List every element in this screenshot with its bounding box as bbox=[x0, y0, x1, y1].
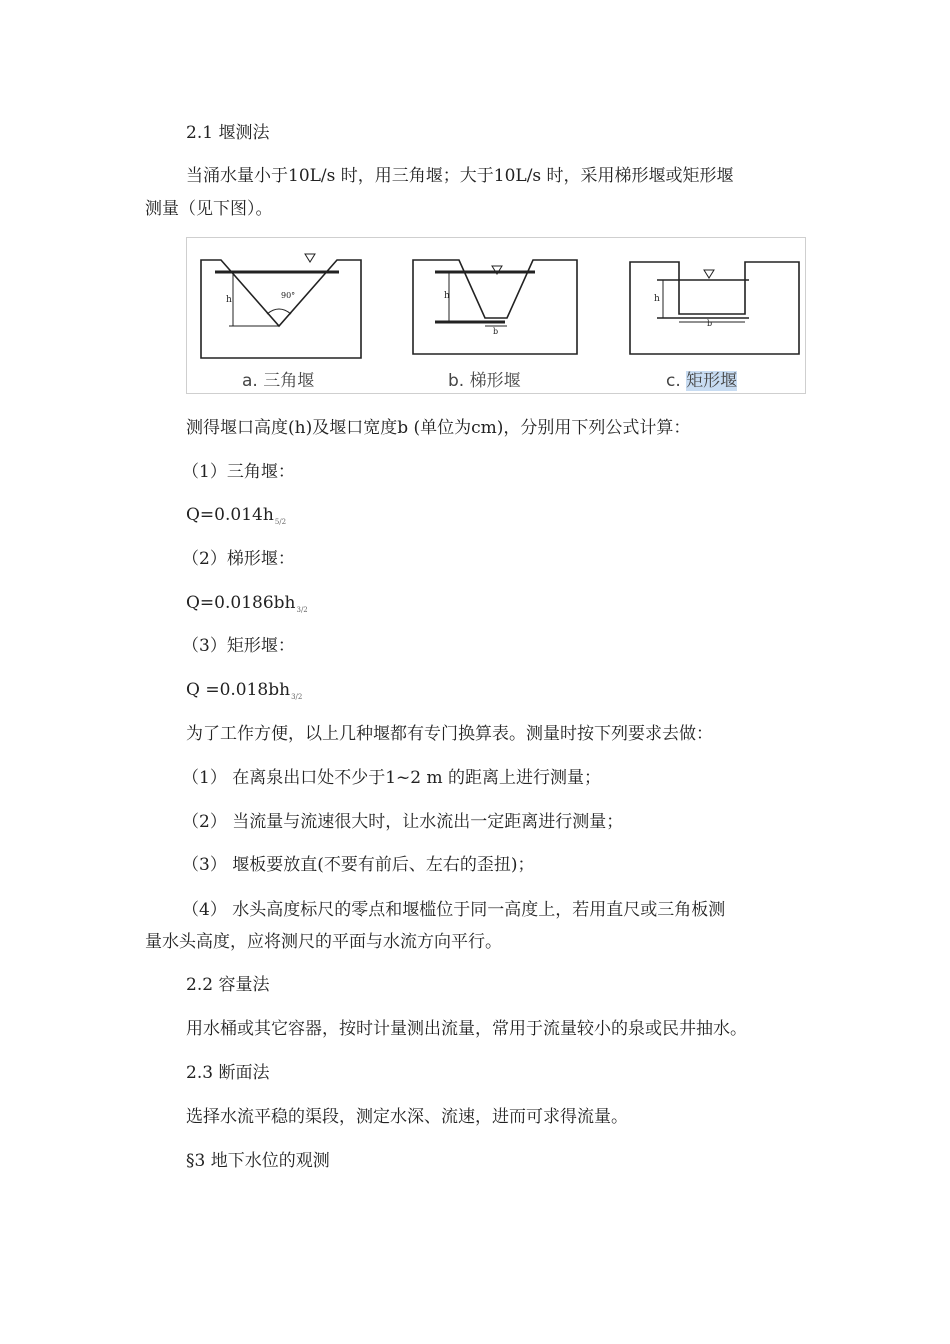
triangle-weir-diagram bbox=[201, 254, 361, 358]
formula-title: （2）梯形堰： bbox=[182, 549, 295, 569]
formula-exponent: 3/2 bbox=[296, 606, 308, 614]
caption-b-text: 梯形堰 bbox=[469, 371, 521, 391]
formula-main: Q=0.014h bbox=[186, 505, 274, 525]
requirement-item: （2） 当流量与流速很大时，让水流出一定距离进行测量； bbox=[182, 812, 624, 832]
formula bbox=[186, 680, 302, 707]
heading-2-3: 2.3 断面法 bbox=[186, 1063, 270, 1083]
section-3-heading: §3 地下水位的观测 bbox=[186, 1151, 330, 1171]
heading-2-1: 2.1 堰测法 bbox=[186, 123, 270, 143]
requirement-item-cont: 量水头高度，应将测尺的平面与水流方向平行。 bbox=[145, 932, 502, 952]
trapezoid-b-label: b bbox=[493, 327, 499, 336]
caption-c-text: 矩形堰 bbox=[686, 371, 738, 391]
paragraph-line: 选择水流平稳的渠段，测定水深、流速，进而可求得流量。 bbox=[186, 1107, 628, 1127]
requirement-item: （4） 水头高度标尺的零点和堰槛位于同一高度上，若用直尺或三角板测 bbox=[182, 900, 726, 920]
formula-exponent: 5/2 bbox=[274, 518, 287, 526]
caption-b-prefix: b. bbox=[448, 371, 470, 391]
formula-exponent: 3/2 bbox=[291, 693, 303, 701]
rect-weir-diagram bbox=[630, 262, 799, 354]
paragraph-line: 为了工作方便，以上几种堰都有专门换算表。测量时按下列要求去做： bbox=[186, 724, 713, 744]
triangle-h-label: h bbox=[226, 295, 232, 305]
formula-title: （3）矩形堰： bbox=[182, 636, 295, 656]
paragraph-line: 测量（见下图）。 bbox=[145, 199, 273, 219]
paragraph-line: 当涌水量小于10L/s 时，用三角堰；大于10L/s 时，采用梯形堰或矩形堰 bbox=[186, 166, 734, 186]
formula-main: Q =0.018bh bbox=[186, 680, 291, 700]
trapezoid-weir-diagram bbox=[413, 260, 577, 354]
trapezoid-h-label: h bbox=[444, 291, 450, 301]
requirement-item: （3） 堰板要放直(不要有前后、左右的歪扭)； bbox=[182, 855, 535, 875]
formula-title: （1）三角堰： bbox=[182, 462, 295, 482]
heading-2-2: 2.2 容量法 bbox=[186, 975, 270, 995]
paragraph-line: 用水桶或其它容器，按时计量测出流量，常用于流量较小的泉或民井抽水。 bbox=[186, 1019, 747, 1039]
caption-b bbox=[448, 366, 521, 391]
caption-c-prefix: c. bbox=[666, 371, 687, 391]
formula-main: Q=0.0186bh bbox=[186, 593, 296, 613]
caption-a-text: 三角堰 bbox=[263, 371, 315, 391]
formula bbox=[186, 505, 286, 532]
rect-h-label: h bbox=[654, 294, 660, 304]
paragraph-line: 测得堰口高度(h)及堰口宽度b (单位为cm)，分别用下列公式计算： bbox=[186, 418, 691, 438]
caption-a-prefix: a. bbox=[242, 371, 264, 391]
caption-a bbox=[242, 366, 314, 391]
requirement-item: （1） 在离泉出口处不少于1~2 m 的距离上进行测量； bbox=[182, 768, 602, 788]
formula bbox=[186, 593, 308, 620]
caption-c bbox=[666, 366, 737, 391]
triangle-angle-label: 90° bbox=[281, 291, 296, 300]
rect-b-label: b bbox=[707, 319, 713, 328]
